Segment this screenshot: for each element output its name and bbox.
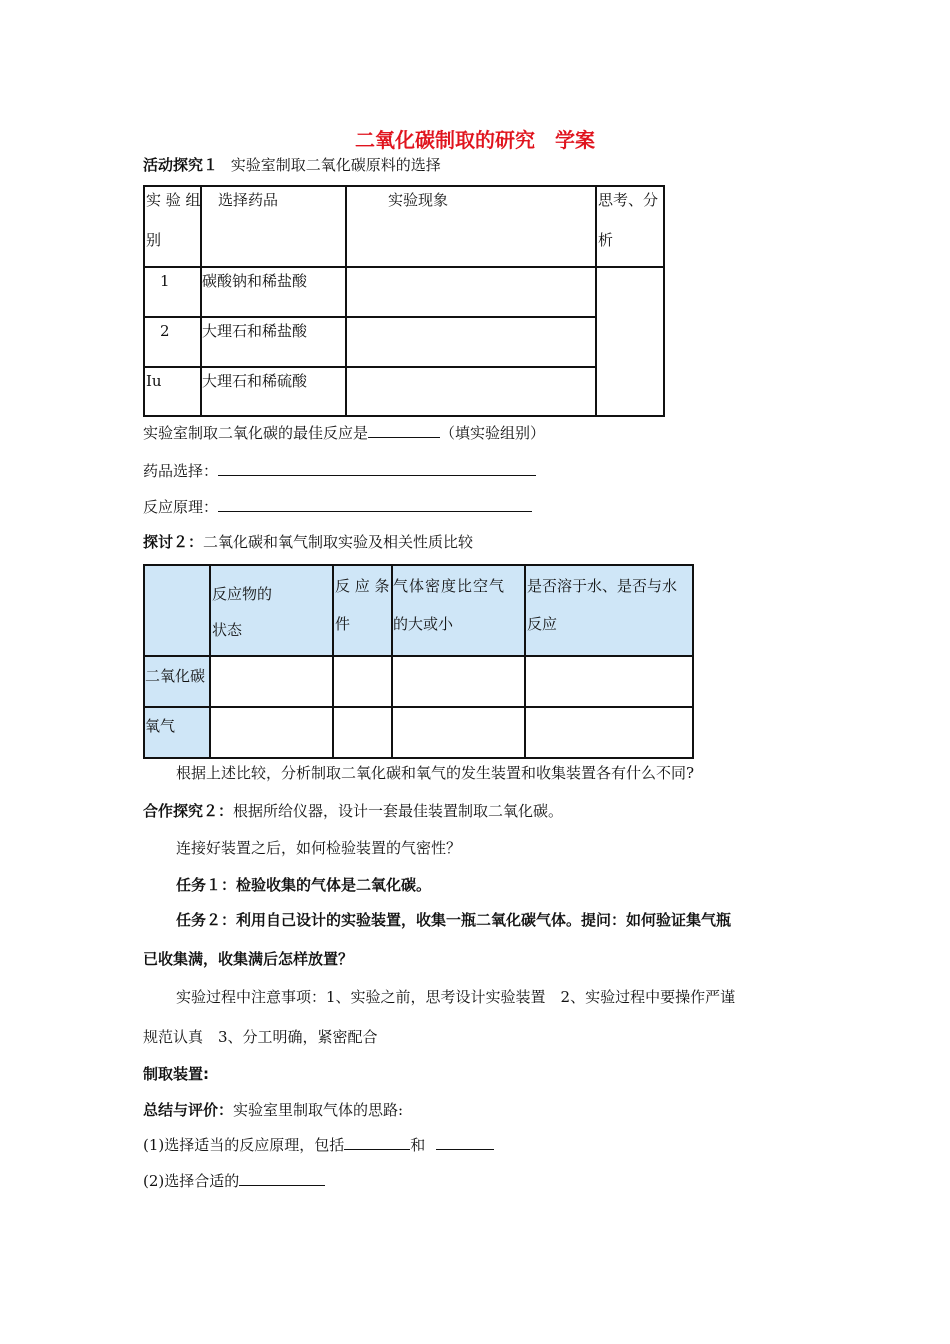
notes-line1: 实验过程中注意事项：1、实验之前，思考设计实验装置 2、实验过程中要操作严谨	[176, 988, 736, 1006]
table1-row2-group: 2	[160, 322, 170, 340]
table1-row3-group: Iu	[146, 372, 162, 390]
task2-line1: 任务２：利用自己设计的实验装置，收集一瓶二氧化碳气体。提问：如何验证集气瓶	[176, 911, 732, 929]
table2-header-condition-line1: 反 应 条	[335, 577, 390, 595]
best-reaction-line	[143, 422, 545, 443]
best-reaction-blank[interactable]	[368, 423, 440, 438]
table2-header-condition-line2: 件	[335, 615, 351, 633]
drug-select-line	[143, 460, 536, 481]
table1-row3-drug: 大理石和稀硫酸	[202, 372, 308, 390]
item1-prefix: (1)选择适当的反应原理，包括	[143, 1136, 345, 1154]
best-reaction-prefix: 实验室制取二氧化碳的最佳反应是	[143, 424, 369, 442]
table1-row1-group: 1	[160, 272, 170, 290]
principle-label: 反应原理：	[143, 498, 219, 516]
table2-row-co2: 二氧化碳	[145, 667, 206, 685]
summary-text: 实验室里制取气体的思路:	[233, 1101, 404, 1119]
principle-blank[interactable]	[218, 497, 532, 512]
table1-header-drug: 选择药品	[218, 191, 279, 209]
drug-select-blank[interactable]	[218, 461, 536, 476]
coop2-label: 合作探究２：	[143, 802, 234, 820]
table2-header-state-line1: 反应物的	[212, 585, 273, 603]
item1-line	[143, 1134, 494, 1155]
item1-mid: 和	[410, 1136, 426, 1154]
table2-header-density-line2: 的大或小	[393, 615, 454, 633]
table1-row1-drug: 碳酸钠和稀盐酸	[202, 272, 308, 290]
table2-header-solubility-line2: 反应	[527, 615, 558, 633]
discussion2-heading	[143, 531, 473, 552]
table2-header-state-line2: 状态	[212, 621, 243, 639]
activity1-text: 实验室制取二氧化碳原料的选择	[230, 156, 441, 174]
table2-header-solubility-line1: 是否溶于水、是否与水	[527, 577, 678, 595]
activity1-label: 活动探究１	[143, 156, 219, 174]
task2-line2: 已收集满，收集满后怎样放置？	[143, 950, 354, 968]
item2-line	[143, 1170, 325, 1191]
task1-text: 任务１：检验收集的气体是二氧化碳。	[176, 876, 432, 894]
discussion2-text: 二氧化碳和氧气制取实验及相关性质比较	[203, 533, 474, 551]
table1-header-phenomenon: 实验现象	[388, 191, 449, 209]
table1-header-analysis-line1: 思考、分	[598, 191, 659, 209]
notes-line2: 规范认真 3、分工明确，紧密配合	[143, 1028, 378, 1046]
item2-prefix: (2)选择合适的	[143, 1172, 240, 1190]
best-reaction-suffix: （填实验组别）	[440, 424, 546, 442]
page-title: 二氧化碳制取的研究 学案	[355, 128, 595, 152]
activity1-heading	[143, 154, 441, 175]
coop2-text: 根据所给仪器，设计一套最佳装置制取二氧化碳。	[233, 802, 564, 820]
airtight-text: 连接好装置之后，如何检验装置的气密性？	[176, 839, 462, 857]
table2-row-o2: 氧气	[145, 717, 176, 735]
drug-select-label: 药品选择：	[143, 462, 219, 480]
item1-blank2[interactable]	[436, 1135, 494, 1150]
summary-label: 总结与评价：	[143, 1101, 234, 1119]
item1-blank1[interactable]	[344, 1135, 410, 1150]
table1-header-group-line2: 别	[146, 231, 162, 249]
principle-line	[143, 496, 532, 517]
analysis-text: 根据上述比较，分析制取二氧化碳和氧气的发生装置和收集装置各有什么不同?	[176, 764, 695, 782]
table1-row2-drug: 大理石和稀盐酸	[202, 322, 308, 340]
discussion2-label: 探讨２：	[143, 533, 204, 551]
summary-heading	[143, 1099, 403, 1120]
table1-header-group-line1: 实 验 组	[146, 191, 201, 209]
item2-blank[interactable]	[239, 1171, 325, 1186]
device-label: 制取装置:	[143, 1065, 209, 1083]
table2-header-density-line1: 气体密度比空气	[393, 577, 506, 595]
coop2-heading	[143, 800, 563, 821]
table1-header-analysis-line2: 析	[598, 231, 614, 249]
